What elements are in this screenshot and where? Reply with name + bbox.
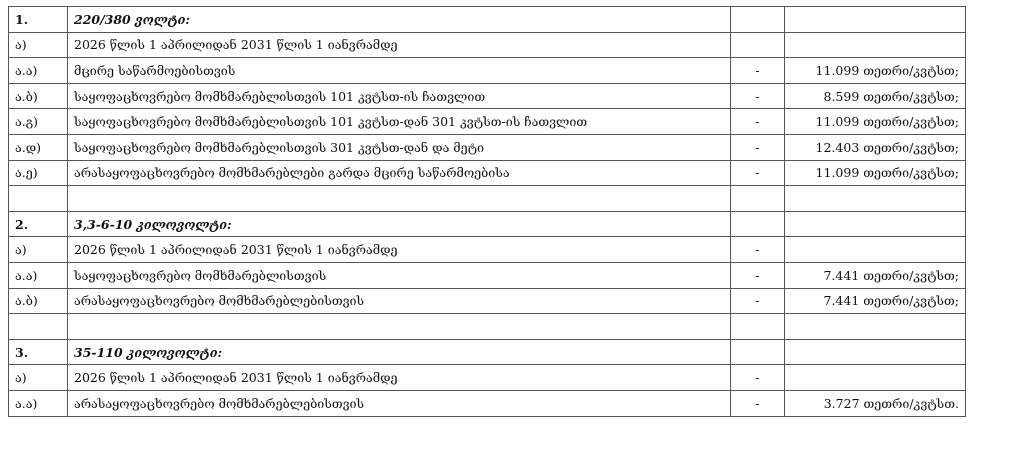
row-value: [785, 314, 966, 340]
row-dash: -: [731, 134, 785, 160]
table-row: [9, 390, 966, 416]
table-row: [9, 134, 966, 160]
table-row: [9, 288, 966, 314]
row-dash: -: [731, 262, 785, 288]
row-dash: -: [731, 58, 785, 84]
table-row: [9, 262, 966, 288]
table-row-blank: [9, 314, 966, 340]
section-heading: 220/380 ვოლტი:: [68, 7, 731, 33]
row-value: [785, 32, 966, 58]
row-description: [68, 186, 731, 212]
row-value: [785, 211, 966, 237]
row-description: მცირე საწარმოებისთვის: [68, 58, 731, 84]
row-value: 7.441 თეთრი/კვტსთ;: [785, 262, 966, 288]
row-description: საყოფაცხოვრებო მომხმარებლისთვის: [68, 262, 731, 288]
row-value: 7.441 თეთრი/კვტსთ;: [785, 288, 966, 314]
row-value: 12.403 თეთრი/კვტსთ;: [785, 134, 966, 160]
row-number: ა.ა): [9, 58, 68, 84]
row-dash: [731, 186, 785, 212]
row-value: 11.099 თეთრი/კვტსთ;: [785, 160, 966, 186]
table-row: [9, 237, 966, 263]
row-number: ა.ბ): [9, 288, 68, 314]
row-description: 2026 წლის 1 აპრილიდან 2031 წლის 1 იანვრამდე: [68, 237, 731, 263]
row-value: [785, 186, 966, 212]
table-row-blank: [9, 186, 966, 212]
row-dash: [731, 7, 785, 33]
section-heading: 3,3-6-10 კილოვოლტი:: [68, 211, 731, 237]
row-description: არასაყოფაცხოვრებო მომხმარებლები გარდა მცირე საწარმოებისა: [68, 160, 731, 186]
row-value: 3.727 თეთრი/კვტსთ.: [785, 390, 966, 416]
table-row: [9, 32, 966, 58]
row-dash: -: [731, 83, 785, 109]
tariff-table-body: [9, 7, 966, 417]
row-description: საყოფაცხოვრებო მომხმარებლისთვის 301 კვტსთ-დან და მეტი: [68, 134, 731, 160]
row-number: ა): [9, 32, 68, 58]
section-heading: 35-110 კილოვოლტი:: [68, 339, 731, 365]
row-number: ა.ა): [9, 262, 68, 288]
row-number: ა.გ): [9, 109, 68, 135]
row-dash: [731, 32, 785, 58]
row-dash: -: [731, 390, 785, 416]
table-row: [9, 58, 966, 84]
row-description: 2026 წლის 1 აპრილიდან 2031 წლის 1 იანვრამდე: [68, 365, 731, 391]
table-row-section-2: [9, 211, 966, 237]
row-description: 2026 წლის 1 აპრილიდან 2031 წლის 1 იანვრამდე: [68, 32, 731, 58]
row-description: საყოფაცხოვრებო მომხმარებლისთვის 101 კვტსთ-დან 301 კვტსთ-ის ჩათვლით: [68, 109, 731, 135]
table-row: [9, 109, 966, 135]
row-value: [785, 7, 966, 33]
row-dash: -: [731, 237, 785, 263]
table-row-section-1: [9, 7, 966, 33]
row-description: საყოფაცხოვრებო მომხმარებლისთვის 101 კვტსთ-ის ჩათვლით: [68, 83, 731, 109]
tariff-table: [8, 6, 966, 417]
row-dash: -: [731, 109, 785, 135]
row-number: ა): [9, 237, 68, 263]
row-number: ა.ე): [9, 160, 68, 186]
row-dash: [731, 314, 785, 340]
row-number: ა.დ): [9, 134, 68, 160]
table-row: [9, 160, 966, 186]
table-row-section-3: [9, 339, 966, 365]
row-value: 11.099 თეთრი/კვტსთ;: [785, 58, 966, 84]
row-dash: -: [731, 365, 785, 391]
row-number: ა.ბ): [9, 83, 68, 109]
row-description: [68, 314, 731, 340]
row-value: 11.099 თეთრი/კვტსთ;: [785, 109, 966, 135]
row-number: [9, 186, 68, 212]
row-value: [785, 365, 966, 391]
row-description: არასაყოფაცხოვრებო მომხმარებლებისთვის: [68, 288, 731, 314]
row-description: არასაყოფაცხოვრებო მომხმარებლებისთვის: [68, 390, 731, 416]
row-dash: [731, 339, 785, 365]
row-number: 2.: [9, 211, 68, 237]
table-row: [9, 83, 966, 109]
row-number: 3.: [9, 339, 68, 365]
row-value: [785, 339, 966, 365]
row-dash: -: [731, 288, 785, 314]
table-row: [9, 365, 966, 391]
row-dash: [731, 211, 785, 237]
row-value: [785, 237, 966, 263]
row-number: 1.: [9, 7, 68, 33]
row-number: ა.ა): [9, 390, 68, 416]
row-number: ა): [9, 365, 68, 391]
row-number: [9, 314, 68, 340]
row-dash: -: [731, 160, 785, 186]
row-value: 8.599 თეთრი/კვტსთ;: [785, 83, 966, 109]
